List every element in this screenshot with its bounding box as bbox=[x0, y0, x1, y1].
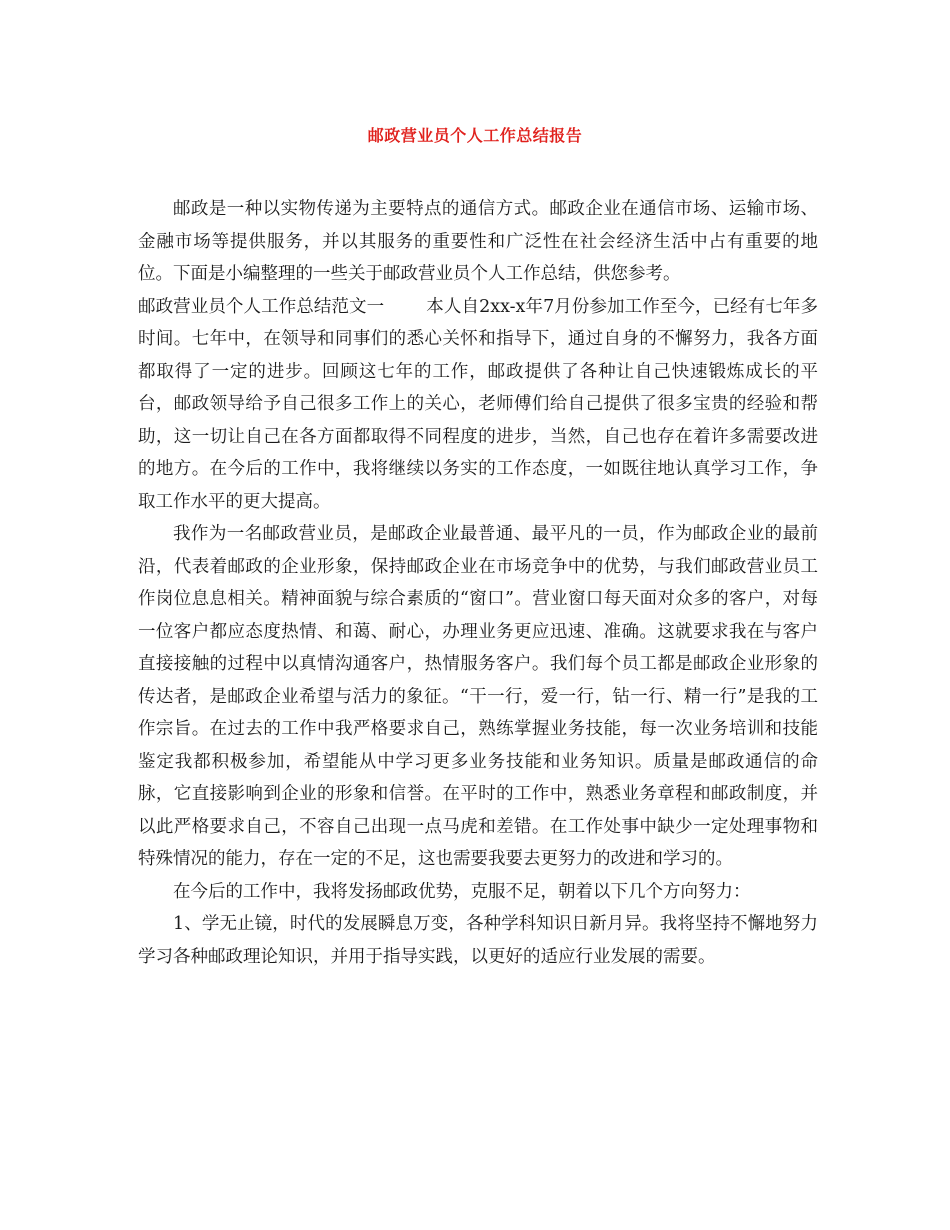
document-body bbox=[138, 193, 818, 973]
sample-text: 本人自2xx-x年7月份参加工作至今，已经有七年多时间。七年中，在领导和同事们的悉心关怀和指导下，通过自身的不懈努力，我各方面都取得了一定的进步。回顾这七年的工作，邮政提供了各种让自己快速锻炼成长的平台，邮政领导给予自己很多工作上的关心，老师傅们给自己提供了很多宝贵的经验和帮助，这一切让自己在各方面都取得不同程度的进步，当然，自己也存在着许多需要改进的地方。在今后的工作中，我将继续以务实的工作态度，一如既往地认真学习工作，争取工作水平的更大提高。 bbox=[138, 296, 819, 512]
document-title: 邮政营业员个人工作总结报告 bbox=[367, 126, 583, 145]
paragraph-role: 我作为一名邮政营业员，是邮政企业最普通、最平凡的一员，作为邮政企业的最前沿，代表着邮政的企业形象，保持邮政企业在市场竞争中的优势，与我们邮政营业员工作岗位息息相关。精神面貌与综合素质的“窗口”。营业窗口每天面对众多的客户，对每一位客户都应态度热情、和蔼、耐心，办理业务更应迅速、准确。这就要求我在与客户直接接触的过程中以真情沟通客户，热情服务客户。我们每个员工都是邮政企业形象的传达者，是邮政企业希望与活力的象征。“干一行，爱一行，钻一行、精一行”是我的工作宗旨。在过去的工作中我严格要求自己，熟练掌握业务技能，每一次业务培训和技能鉴定我都积极参加，希望能从中学习更多业务技能和业务知识。质量是邮政通信的命脉，它直接影响到企业的形象和信誉。在平时的工作中，熟悉业务章程和邮政制度，并以此严格要求自己，不容自己出现一点马虎和差错。在工作处事中缺少一定处理事物和特殊情况的能力，存在一定的不足，这也需要我要去更努力的改进和学习的。 bbox=[138, 524, 818, 869]
paragraph-item-1: 1、学无止镜，时代的发展瞬息万变，各种学科知识日新月异。我将坚持不懈地努力学习各种邮政理论知识，并用于指导实践，以更好的适应行业发展的需要。 bbox=[138, 914, 818, 967]
paragraph-future: 在今后的工作中，我将发扬邮政优势，克服不足，朝着以下几个方向努力： bbox=[173, 881, 751, 902]
paragraph-intro: 邮政是一种以实物传递为主要特点的通信方式。邮政企业在通信市场、运输市场、金融市场等提供服务，并以其服务的重要性和广泛性在社会经济生活中占有重要的地位。下面是小编整理的一些关于邮政营业员个人工作总结，供您参考。 bbox=[138, 199, 818, 284]
sample-heading: 邮政营业员个人工作总结范文一 bbox=[138, 296, 385, 317]
paragraph-sample bbox=[138, 291, 818, 519]
